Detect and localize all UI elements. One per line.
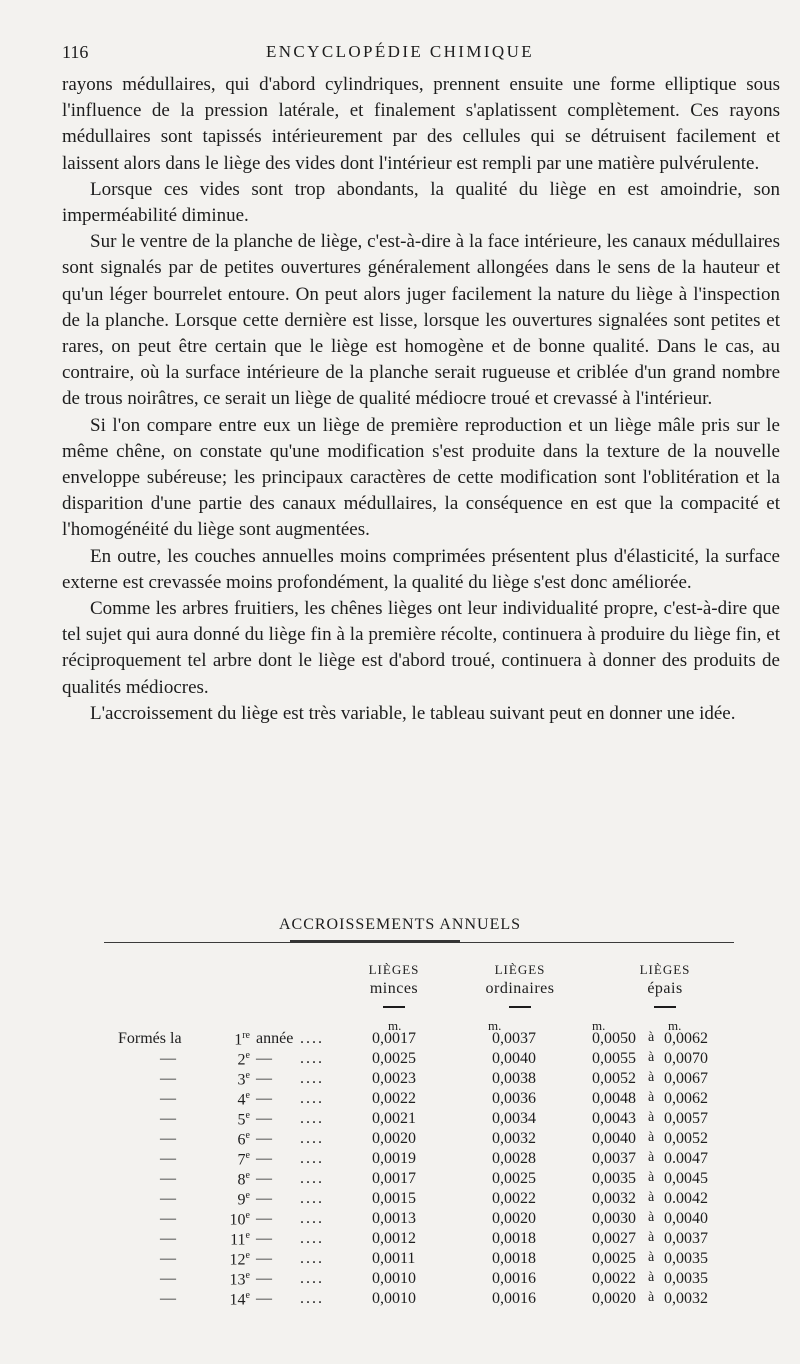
value-minces: 0,0021	[372, 1110, 416, 1127]
value-epais-max: 0,0057	[664, 1110, 708, 1127]
year-number: 9	[237, 1191, 246, 1209]
leader-dots: ....	[300, 1170, 324, 1187]
value-ordinaires: 0,0038	[492, 1070, 536, 1087]
value-epais-max: 0,0070	[664, 1050, 708, 1067]
value-ordinaires: 0,0036	[492, 1090, 536, 1107]
ditto-mark: —	[256, 1170, 272, 1187]
year-number: 7	[237, 1151, 246, 1169]
year-number: 4	[237, 1091, 246, 1109]
year-suffix: e	[245, 1150, 250, 1161]
value-epais-max: 0,0062	[664, 1030, 708, 1047]
year-suffix: e	[245, 1110, 250, 1121]
year-rank	[220, 1270, 250, 1289]
ditto-mark: —	[160, 1190, 176, 1207]
range-separator: à	[648, 1030, 655, 1045]
value-epais-min: 0,0027	[592, 1230, 636, 1247]
leader-dots: ....	[300, 1210, 324, 1227]
value-minces: 0,0010	[372, 1270, 416, 1287]
year-rank	[220, 1250, 250, 1269]
leader-dots: ....	[300, 1130, 324, 1147]
year-number: 10	[229, 1211, 246, 1229]
year-rank	[220, 1190, 250, 1209]
column-dash	[654, 1006, 676, 1008]
ditto-mark: —	[256, 1270, 272, 1287]
ditto-mark: —	[160, 1290, 176, 1307]
table-row	[0, 1210, 800, 1230]
value-epais-max: 0,0052	[664, 1130, 708, 1147]
value-minces: 0,0013	[372, 1210, 416, 1227]
column-header-sub: épais	[647, 980, 683, 997]
leader-dots: ....	[300, 1290, 324, 1307]
ditto-mark: —	[256, 1050, 272, 1067]
table-row	[0, 1110, 800, 1130]
ditto-mark: —	[160, 1070, 176, 1087]
value-epais-max: 0.0042	[664, 1190, 708, 1207]
ditto-mark: —	[160, 1090, 176, 1107]
year-rank	[220, 1130, 250, 1149]
unit-label: m.	[388, 1018, 402, 1033]
leader-dots: ....	[300, 1030, 324, 1047]
value-minces: 0,0020	[372, 1130, 416, 1147]
year-rank	[220, 1090, 250, 1109]
value-epais-max: 0,0062	[664, 1090, 708, 1107]
year-number: 5	[237, 1111, 246, 1129]
value-epais-min: 0,0037	[592, 1150, 636, 1167]
unit-label: m.	[592, 1018, 606, 1033]
value-epais-max: 0,0067	[664, 1070, 708, 1087]
ditto-mark: —	[256, 1130, 272, 1147]
leader-dots: ....	[300, 1090, 324, 1107]
value-epais-min: 0,0055	[592, 1050, 636, 1067]
table-row	[0, 1130, 800, 1150]
table-row	[0, 1170, 800, 1190]
ditto-mark: —	[256, 1110, 272, 1127]
year-suffix: e	[245, 1270, 250, 1281]
value-epais-max: 0,0032	[664, 1290, 708, 1307]
year-suffix: e	[245, 1190, 250, 1201]
value-epais-max: 0.0047	[664, 1150, 708, 1167]
year-rank	[220, 1050, 250, 1069]
table-row	[0, 1150, 800, 1170]
value-minces: 0,0010	[372, 1290, 416, 1307]
paragraph: Si l'on compare entre eux un liège de première reproduction et un liège mâle pris sur le même chêne, on constate qu'une modification s'est produite dans la texture de la nouvelle enveloppe subéreuse; les principaux caractères de cette modification sont l'oblitération et la disparition d'une partie des canaux médullaires, la conséquence en est que la compacité et l'homogénéité du liège sont augmentées.	[62, 414, 780, 541]
value-ordinaires: 0,0025	[492, 1170, 536, 1187]
ditto-mark: —	[256, 1250, 272, 1267]
value-epais-min: 0,0043	[592, 1110, 636, 1127]
range-separator: à	[648, 1190, 655, 1205]
leader-dots: ....	[300, 1110, 324, 1127]
paragraph: Comme les arbres fruitiers, les chênes lièges ont leur individualité propre, c'est-à-dire que tel sujet qui aura donné du liège fin à la première récolte, continuera à produire du liège fin, et réciproquement tel arbre dont le liège est d'abord troué, continuera à donner des produits de qualités médiocres.	[62, 598, 780, 698]
value-epais-max: 0,0040	[664, 1210, 708, 1227]
value-epais-min: 0,0048	[592, 1090, 636, 1107]
range-separator: à	[648, 1070, 655, 1085]
column-header-label: LIÈGES	[639, 962, 691, 977]
paragraph: rayons médullaires, qui d'abord cylindriques, prennent ensuite une forme elliptique sous l'influence de la pression latérale, et finalement s'aplatissent complètement. Ces rayons médullaires sont tapissés intérieurement par des cellules qui se détruisent facilement et laissent alors dans le liège des vides dont l'intérieur est rempli par une matière pulvérulente.	[62, 74, 780, 174]
row-label: Formés la	[118, 1030, 182, 1047]
ditto-mark: —	[160, 1050, 176, 1067]
column-dash	[509, 1006, 531, 1008]
unit-label: m.	[668, 1018, 682, 1033]
year-suffix: e	[245, 1210, 250, 1221]
value-epais-max: 0,0035	[664, 1270, 708, 1287]
paragraph: Lorsque ces vides sont trop abondants, la qualité du liège en est amoindrie, son imperméabilité diminue.	[62, 178, 780, 227]
value-ordinaires: 0,0034	[492, 1110, 536, 1127]
leader-dots: ....	[300, 1050, 324, 1067]
year-rank	[220, 1150, 250, 1169]
running-title: ENCYCLOPÉDIE CHIMIQUE	[265, 42, 535, 61]
year-suffix: e	[245, 1250, 250, 1261]
range-separator: à	[648, 1230, 655, 1245]
value-ordinaires: 0,0018	[492, 1230, 536, 1247]
table-title: ACCROISSEMENTS ANNUELS	[278, 916, 522, 933]
value-epais-min: 0,0020	[592, 1290, 636, 1307]
range-separator: à	[648, 1250, 655, 1265]
ditto-mark: —	[256, 1190, 272, 1207]
table-row	[0, 1270, 800, 1290]
value-ordinaires: 0,0037	[492, 1030, 536, 1047]
table-row	[0, 1190, 800, 1210]
leader-dots: ....	[300, 1250, 324, 1267]
table-row	[0, 1090, 800, 1110]
body-text	[62, 72, 780, 727]
year-number: 2	[237, 1051, 246, 1069]
range-separator: à	[648, 1210, 655, 1225]
value-epais-min: 0,0030	[592, 1210, 636, 1227]
year-suffix: re	[242, 1030, 250, 1041]
range-separator: à	[648, 1150, 655, 1165]
value-ordinaires: 0,0028	[492, 1150, 536, 1167]
table-row	[0, 1250, 800, 1270]
table-row	[0, 1050, 800, 1070]
paragraph: En outre, les couches annuelles moins comprimées présentent plus d'élasticité, la surface externe est crevassée moins profondément, la qualité du liège s'est donc améliorée.	[62, 545, 780, 593]
ditto-mark: —	[160, 1250, 176, 1267]
table-row	[0, 1030, 800, 1050]
year-number: 1	[234, 1031, 243, 1049]
ditto-mark: —	[160, 1130, 176, 1147]
value-ordinaires: 0,0022	[492, 1190, 536, 1207]
table-rule-ornament	[290, 940, 460, 943]
year-number: 12	[229, 1251, 246, 1269]
range-separator: à	[648, 1270, 655, 1285]
value-ordinaires: 0,0016	[492, 1270, 536, 1287]
value-epais-max: 0,0037	[664, 1230, 708, 1247]
leader-dots: ....	[300, 1190, 324, 1207]
year-suffix: e	[245, 1230, 250, 1241]
value-epais-min: 0,0032	[592, 1190, 636, 1207]
paragraph: L'accroissement du liège est très variable, le tableau suivant peut en donner une idée.	[90, 702, 736, 724]
range-separator: à	[648, 1050, 655, 1065]
value-epais-min: 0,0052	[592, 1070, 636, 1087]
value-epais-max: 0,0035	[664, 1250, 708, 1267]
value-epais-min: 0,0025	[592, 1250, 636, 1267]
ditto-mark: —	[160, 1110, 176, 1127]
ditto-mark: —	[256, 1150, 272, 1167]
year-rank	[220, 1290, 250, 1309]
year-suffix: e	[245, 1090, 250, 1101]
year-rank	[220, 1230, 250, 1249]
paragraph: Sur le ventre de la planche de liège, c'est-à-dire à la face intérieure, les canaux médullaires sont signalés par de petites ouvertures généralement allongées dans le sens de la hauteur et qu'un léger bourrelet entoure. On peut alors juger facilement la nature du liège à l'inspection de la planche. Lorsque cette dernière est lisse, lorsque les ouvertures signalées sont petites et rares, on peut être certain que le liège est homogène et de bonne qualité. Dans le cas, au contraire, où la surface intérieure de la planche serait rugueuse et criblée d'un grand nombre de trous noirâtres, ce serait un liège de qualité médiocre troué et crevassé à l'intérieur.	[62, 231, 780, 410]
table-row	[0, 1290, 800, 1310]
range-separator: à	[648, 1110, 655, 1125]
table-row	[0, 1070, 800, 1090]
column-header-ordinaires	[460, 962, 580, 998]
column-header-sub: ordinaires	[485, 980, 555, 997]
range-separator: à	[648, 1170, 655, 1185]
column-header-epais	[600, 962, 730, 998]
year-rank	[220, 1170, 250, 1189]
value-epais-max: 0,0045	[664, 1170, 708, 1187]
value-epais-min: 0,0035	[592, 1170, 636, 1187]
leader-dots: ....	[300, 1270, 324, 1287]
ditto-mark: —	[256, 1230, 272, 1247]
value-minces: 0,0011	[372, 1250, 416, 1267]
year-suffix: e	[245, 1170, 250, 1181]
value-minces: 0,0019	[372, 1150, 416, 1167]
value-epais-min: 0,0040	[592, 1130, 636, 1147]
column-header-label: LIÈGES	[494, 962, 546, 977]
value-minces: 0,0023	[372, 1070, 416, 1087]
unit-label: m.	[488, 1018, 502, 1033]
table-row	[0, 1230, 800, 1250]
value-ordinaires: 0,0018	[492, 1250, 536, 1267]
year-suffix: e	[245, 1070, 250, 1081]
year-rank	[220, 1030, 250, 1049]
leader-dots: ....	[300, 1230, 324, 1247]
column-header-minces	[340, 962, 448, 998]
ditto-mark: —	[256, 1290, 272, 1307]
value-ordinaires: 0,0032	[492, 1130, 536, 1147]
column-header-sub: minces	[369, 980, 419, 997]
ditto-mark: —	[256, 1070, 272, 1087]
column-dash	[383, 1006, 405, 1008]
column-header-label: LIÈGES	[368, 962, 420, 977]
leader-dots: ....	[300, 1150, 324, 1167]
ditto-mark: —	[256, 1090, 272, 1107]
range-separator: à	[648, 1130, 655, 1145]
value-minces: 0,0022	[372, 1090, 416, 1107]
value-ordinaires: 0,0040	[492, 1050, 536, 1067]
value-epais-min: 0,0050	[592, 1030, 636, 1047]
year-rank	[220, 1110, 250, 1129]
year-suffix: e	[245, 1290, 250, 1301]
value-minces: 0,0017	[372, 1030, 416, 1047]
ditto-mark: —	[160, 1230, 176, 1247]
year-rank	[220, 1210, 250, 1229]
year-number: 11	[230, 1231, 246, 1249]
year-suffix: e	[245, 1050, 250, 1061]
year-number: 14	[229, 1291, 246, 1309]
value-minces: 0,0015	[372, 1190, 416, 1207]
ditto-mark: —	[256, 1210, 272, 1227]
value-ordinaires: 0,0016	[492, 1290, 536, 1307]
ditto-mark: —	[160, 1170, 176, 1187]
leader-dots: ....	[300, 1070, 324, 1087]
ditto-mark: —	[160, 1210, 176, 1227]
year-number: 3	[237, 1071, 246, 1089]
range-separator: à	[648, 1090, 655, 1105]
year-word: année	[256, 1030, 294, 1047]
year-number: 8	[237, 1171, 246, 1189]
value-minces: 0,0012	[372, 1230, 416, 1247]
value-ordinaires: 0,0020	[492, 1210, 536, 1227]
year-number: 13	[229, 1271, 246, 1289]
ditto-mark: —	[160, 1270, 176, 1287]
page-header	[62, 42, 738, 66]
year-number: 6	[237, 1131, 246, 1149]
value-minces: 0,0017	[372, 1170, 416, 1187]
value-epais-min: 0,0022	[592, 1270, 636, 1287]
range-separator: à	[648, 1290, 655, 1305]
page-number: 116	[62, 42, 89, 62]
year-rank	[220, 1070, 250, 1089]
year-suffix: e	[245, 1130, 250, 1141]
value-minces: 0,0025	[372, 1050, 416, 1067]
ditto-mark: —	[160, 1150, 176, 1167]
